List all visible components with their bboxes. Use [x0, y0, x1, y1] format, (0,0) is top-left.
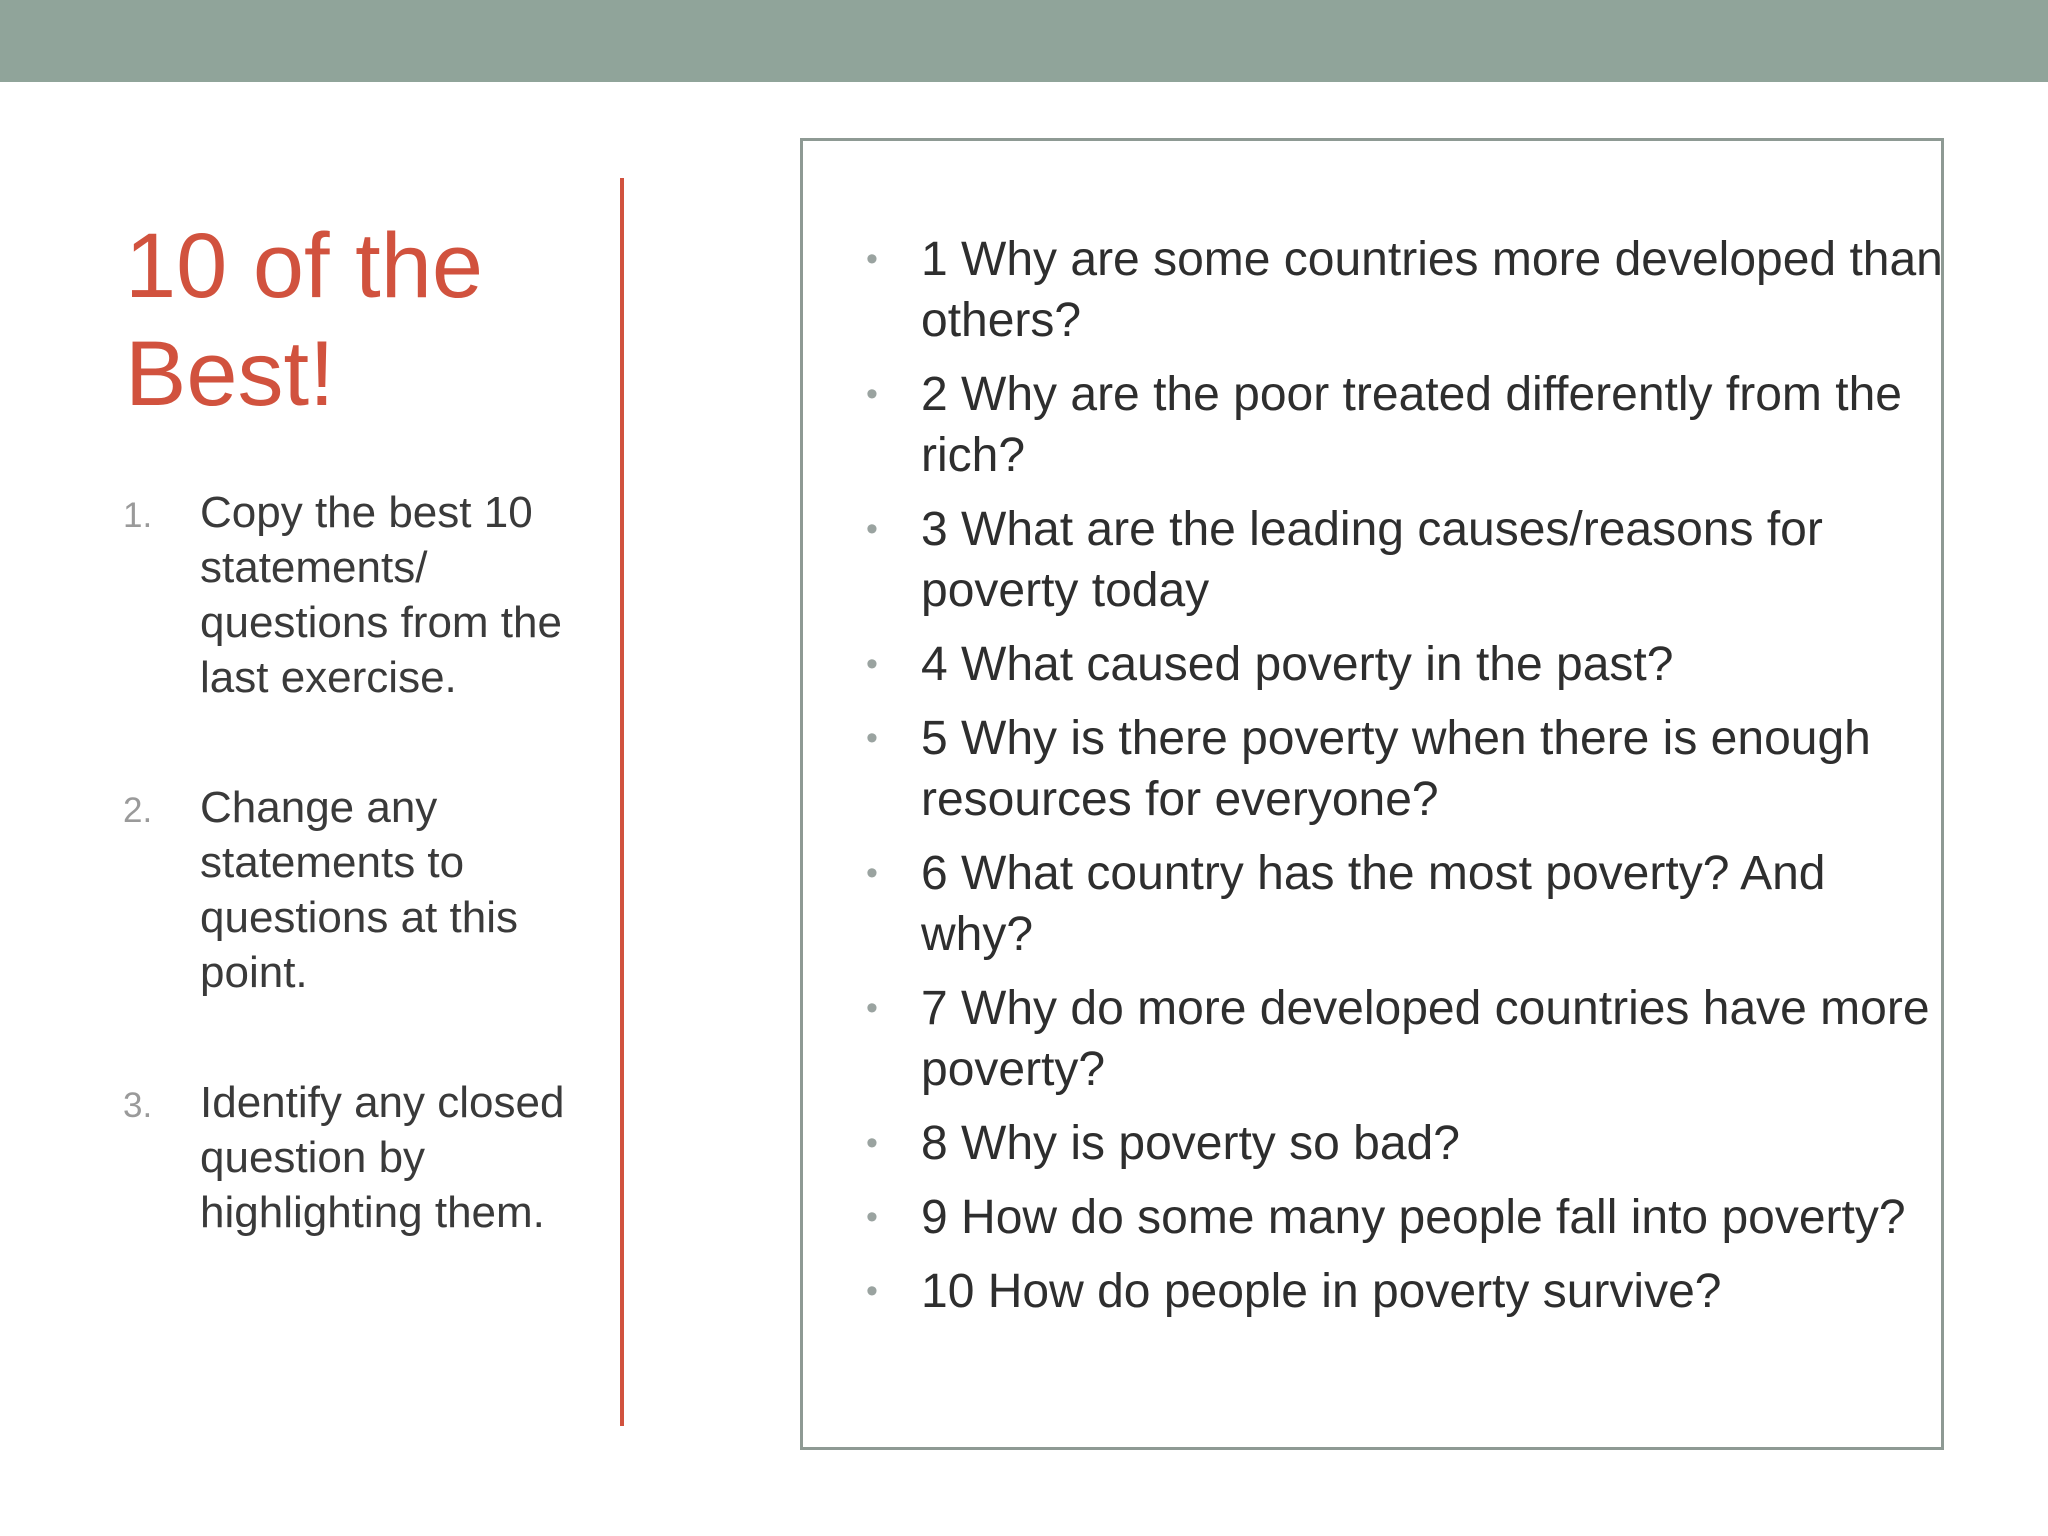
instruction-item	[120, 485, 590, 705]
questions-box	[800, 138, 1944, 1450]
instruction-text: Change any statements to questions at this point.	[200, 783, 518, 997]
instruction-number: 3.	[123, 1086, 153, 1125]
bullet-icon: •	[866, 375, 878, 413]
question-text: 1 Why are some countries more developed than others?	[921, 233, 1943, 347]
bullet-icon: •	[866, 240, 878, 278]
instruction-item	[120, 1075, 590, 1240]
top-banner	[0, 0, 2048, 82]
question-item	[863, 978, 1943, 1100]
question-item	[863, 708, 1943, 830]
question-list	[863, 229, 1943, 1335]
instruction-text: Copy the best 10 statements/ questions from the last exercise.	[200, 488, 562, 702]
instruction-number: 1.	[123, 496, 153, 535]
bullet-icon: •	[866, 1198, 878, 1236]
question-item	[863, 364, 1943, 486]
instruction-list	[120, 485, 590, 1315]
bullet-icon: •	[866, 719, 878, 757]
vertical-divider	[620, 178, 624, 1426]
question-item	[863, 843, 1943, 965]
instruction-text: Identify any closed question by highlighting them.	[200, 1078, 565, 1237]
bullet-icon: •	[866, 989, 878, 1027]
slide-title-line-2: Best!	[125, 323, 335, 425]
question-text: 2 Why are the poor treated differently from the rich?	[921, 368, 1902, 482]
question-item	[863, 634, 1943, 695]
slide-title	[125, 212, 545, 428]
question-text: 10 How do people in poverty survive?	[921, 1265, 1722, 1318]
instruction-number: 2.	[123, 791, 153, 830]
instruction-item	[120, 780, 590, 1000]
bullet-icon: •	[866, 1124, 878, 1162]
bullet-icon: •	[866, 1272, 878, 1310]
question-text: 7 Why do more developed countries have more poverty?	[921, 982, 1930, 1096]
question-item	[863, 1261, 1943, 1322]
question-item	[863, 1113, 1943, 1174]
question-item	[863, 229, 1943, 351]
question-text: 9 How do some many people fall into poverty?	[921, 1191, 1906, 1244]
question-text: 8 Why is poverty so bad?	[921, 1117, 1460, 1170]
slide-title-line-1: 10 of the	[125, 215, 484, 317]
bullet-icon: •	[866, 645, 878, 683]
question-item	[863, 1187, 1943, 1248]
question-text: 6 What country has the most poverty? And why?	[921, 847, 1826, 961]
question-text: 3 What are the leading causes/reasons for poverty today	[921, 503, 1823, 617]
bullet-icon: •	[866, 510, 878, 548]
question-text: 5 Why is there poverty when there is enough resources for everyone?	[921, 712, 1871, 826]
question-item	[863, 499, 1943, 621]
question-text: 4 What caused poverty in the past?	[921, 638, 1674, 691]
bullet-icon: •	[866, 854, 878, 892]
